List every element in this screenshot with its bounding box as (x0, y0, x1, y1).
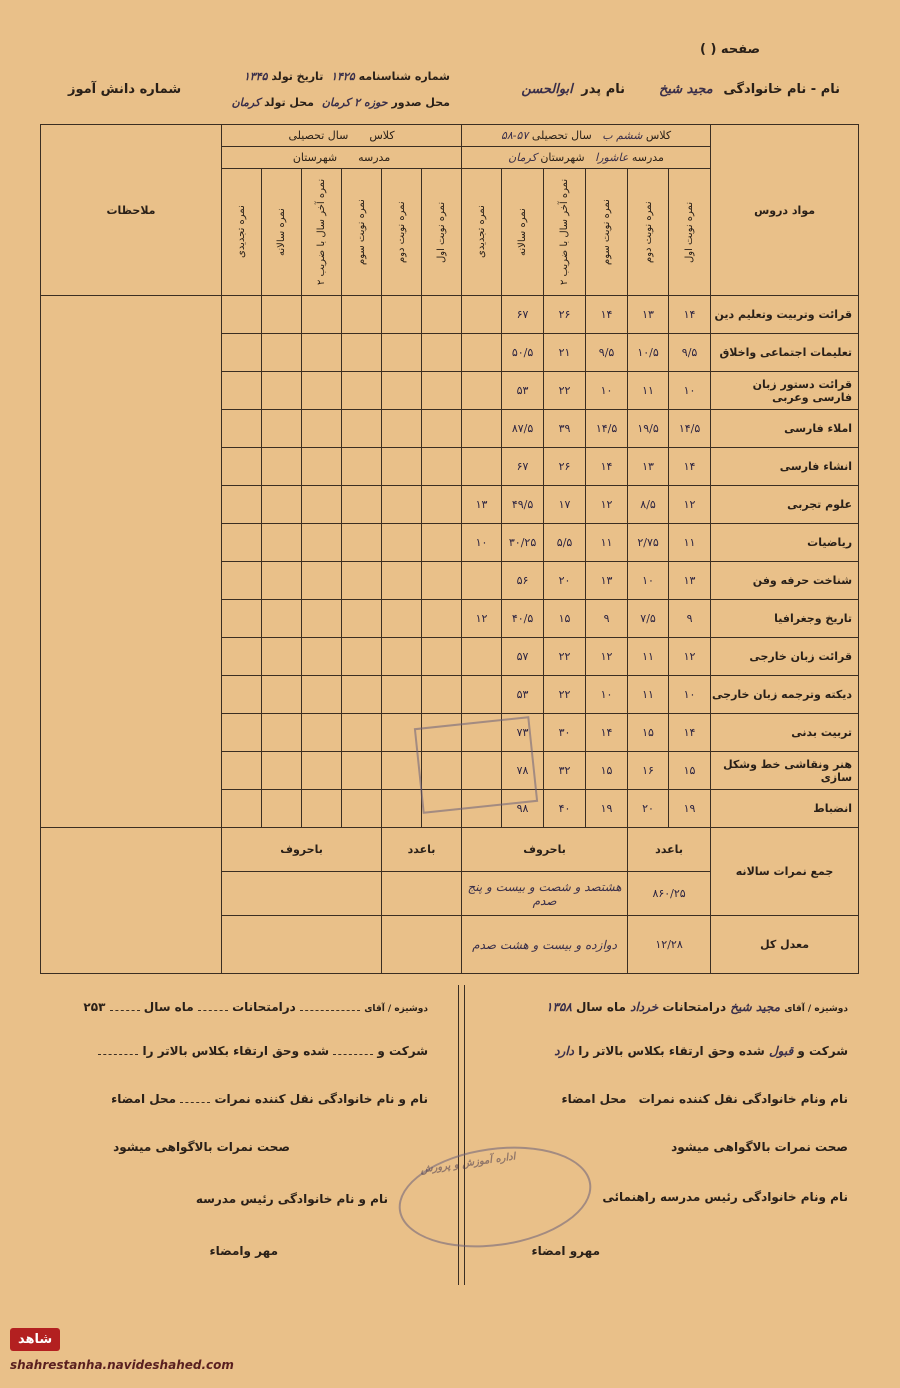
grade-term1: ۹/۵ (669, 334, 711, 372)
empty-grade-cell (342, 714, 382, 752)
right-footer-line4: صحت نمرات بالاگواهی میشود (671, 1140, 848, 1154)
grade-term3: ۱۰ (586, 372, 628, 410)
grade-term1: ۱۴ (669, 296, 711, 334)
grade-term3: ۱۴ (586, 714, 628, 752)
grade-term2: ۱۶ (628, 752, 669, 790)
col-annual-l: نمره سالانه (276, 208, 288, 256)
empty-grade-cell (382, 676, 422, 714)
subject-name: شناخت حرفه وفن (711, 562, 859, 600)
grade-annual: ۶۷ (502, 296, 544, 334)
student-number-label: شماره دانش آموز (68, 82, 182, 97)
grade-stamp (414, 716, 538, 814)
empty-grade-cell (422, 448, 462, 486)
grade-term2: ۱۵ (628, 714, 669, 752)
grade-term2: ۱۰/۵ (628, 334, 669, 372)
empty-grade-cell (302, 562, 342, 600)
col-term1-l: نمره نوبت اول (436, 201, 448, 263)
left-footer-line6: مهر وامضاء (209, 1244, 278, 1258)
left-school-info: مدرسه شهرستان (222, 147, 462, 169)
empty-grade-cell (262, 334, 302, 372)
empty-grade-cell (262, 486, 302, 524)
id-number-label: شماره شناسنامه ۱۴۲۵ تاریخ تولد ۱۳۴۵ (243, 70, 450, 83)
grade-retake (462, 372, 502, 410)
empty-grade-cell (262, 410, 302, 448)
grade-annual: ۷۳ (502, 714, 544, 752)
empty-grade-cell (302, 410, 342, 448)
empty-grade-cell (382, 638, 422, 676)
grade-annual: ۵۳ (502, 676, 544, 714)
name-value: مجید شیخ (658, 82, 713, 97)
col-term3-r: نمره نوبت سوم (601, 199, 613, 265)
grade-term2: ۱۱ (628, 638, 669, 676)
grade-annual: ۶۷ (502, 448, 544, 486)
empty-grade-cell (262, 638, 302, 676)
watermark-url: shahrestanha.navideshahed.com (10, 1358, 234, 1372)
right-footer-line6: مهرو امضاء (531, 1244, 600, 1258)
grade-term2: ۱۱ (628, 676, 669, 714)
empty-grade-cell (222, 752, 262, 790)
grade-annual: ۹۸ (502, 790, 544, 828)
empty-grade-cell (422, 524, 462, 562)
subject-name: تعلیمات اجتماعی واخلاق (711, 334, 859, 372)
grade-term1: ۱۲ (669, 486, 711, 524)
grade-final: ۱۵ (544, 600, 586, 638)
empty-grade-cell (262, 714, 302, 752)
grade-retake: ۱۳ (462, 486, 502, 524)
col-retake-l: نمره تجدیدی (236, 205, 248, 259)
grade-retake (462, 676, 502, 714)
empty-grade-cell (422, 410, 462, 448)
empty-grade-cell (222, 296, 262, 334)
grades-table (40, 124, 859, 974)
remarks-header: ملاحظات (41, 125, 222, 296)
empty-grade-cell (222, 714, 262, 752)
empty-grade-cell (342, 600, 382, 638)
empty-grade-cell (382, 486, 422, 524)
empty-grade-cell (422, 296, 462, 334)
grade-term2: ۱۳ (628, 296, 669, 334)
grade-final: ۳۲ (544, 752, 586, 790)
grade-final: ۵/۵ (544, 524, 586, 562)
empty-grade-cell (222, 638, 262, 676)
average-digits-left (382, 916, 462, 974)
empty-grade-cell (222, 676, 262, 714)
grade-term2: ۸/۵ (628, 486, 669, 524)
empty-grade-cell (222, 524, 262, 562)
grade-final: ۲۶ (544, 448, 586, 486)
grade-annual: ۴۰/۵ (502, 600, 544, 638)
totals-words-header-left: باحروف (222, 828, 382, 872)
empty-grade-cell (382, 524, 422, 562)
grade-retake (462, 410, 502, 448)
empty-grade-cell (422, 334, 462, 372)
empty-grade-cell (382, 334, 422, 372)
empty-grade-cell (302, 296, 342, 334)
col-retake-r: نمره تجدیدی (476, 205, 488, 259)
empty-grade-cell (222, 600, 262, 638)
empty-grade-cell (382, 600, 422, 638)
subject-name: تاریخ وجغرافیا (711, 600, 859, 638)
grade-term1: ۱۵ (669, 752, 711, 790)
empty-grade-cell (222, 486, 262, 524)
empty-grade-cell (342, 296, 382, 334)
grade-retake (462, 638, 502, 676)
empty-grade-cell (382, 372, 422, 410)
empty-grade-cell (422, 638, 462, 676)
right-school-info: مدرسه عاشورا شهرستان کرمان (462, 147, 711, 169)
grade-term2: ۱۳ (628, 448, 669, 486)
left-footer-line2: شرکت و شده وحق ارتقاء بکلاس بالاتر را (98, 1044, 428, 1058)
grade-term2: ۱۰ (628, 562, 669, 600)
empty-grade-cell (342, 752, 382, 790)
empty-grade-cell (422, 372, 462, 410)
subject-name: علوم تجربی (711, 486, 859, 524)
col-term1-r: نمره نوبت اول (684, 201, 696, 263)
grade-term1: ۹ (669, 600, 711, 638)
remarks-cell (41, 296, 222, 828)
remarks-summary-cell (41, 828, 222, 974)
empty-grade-cell (262, 524, 302, 562)
grade-term3: ۱۴ (586, 448, 628, 486)
subject-name: انضباط (711, 790, 859, 828)
grade-term1: ۱۴ (669, 714, 711, 752)
grade-retake: ۱۲ (462, 600, 502, 638)
subject-name: قرائت دستور زبان فارسی وعربی (711, 372, 859, 410)
grade-term3: ۱۵ (586, 752, 628, 790)
empty-grade-cell (262, 676, 302, 714)
empty-grade-cell (262, 790, 302, 828)
grade-term1: ۱۲ (669, 638, 711, 676)
empty-grade-cell (302, 714, 342, 752)
empty-grade-cell (302, 676, 342, 714)
grade-term3: ۹/۵ (586, 334, 628, 372)
totals-words-left (222, 872, 382, 916)
grade-term3: ۱۲ (586, 638, 628, 676)
grade-final: ۱۷ (544, 486, 586, 524)
grade-retake: ۱۰ (462, 524, 502, 562)
empty-grade-cell (382, 448, 422, 486)
empty-grade-cell (302, 486, 342, 524)
empty-grade-cell (422, 562, 462, 600)
col-term2-r: نمره نوبت دوم (642, 201, 654, 263)
father-name-label: نام پدر ابوالحسن (521, 82, 625, 97)
subjects-header: مواد دروس (711, 125, 859, 296)
subject-name: املاء فارسی (711, 410, 859, 448)
grade-term1: ۱۹ (669, 790, 711, 828)
left-footer-line1: دوشیزه / آقای درامتحانات ماه سال ۲۵۳ (83, 1000, 428, 1014)
left-footer-line5: نام و نام خانوادگی رئیس مدرسه (195, 1192, 388, 1206)
grade-term2: ۲/۷۵ (628, 524, 669, 562)
empty-grade-cell (342, 562, 382, 600)
grade-term2: ۱۱ (628, 372, 669, 410)
subject-name: انشاء فارسی (711, 448, 859, 486)
grade-term3: ۱۱ (586, 524, 628, 562)
right-footer-line2: شرکت و قبول شده وحق ارتقاء بکلاس بالاتر را دارد (554, 1044, 848, 1058)
grade-term1: ۱۳ (669, 562, 711, 600)
empty-grade-cell (302, 372, 342, 410)
grade-term3: ۱۳ (586, 562, 628, 600)
grade-term3: ۱۰ (586, 676, 628, 714)
empty-grade-cell (382, 410, 422, 448)
empty-grade-cell (302, 752, 342, 790)
empty-grade-cell (422, 486, 462, 524)
empty-grade-cell (382, 562, 422, 600)
grade-final: ۲۰ (544, 562, 586, 600)
grade-term3: ۱۴ (586, 296, 628, 334)
empty-grade-cell (262, 562, 302, 600)
col-annual-r: نمره سالانه (517, 208, 529, 256)
grade-term2: ۱۹/۵ (628, 410, 669, 448)
empty-grade-cell (222, 334, 262, 372)
average-label: معدل کل (711, 916, 859, 974)
left-footer-line4: صحت نمرات بالاگواهی میشود (113, 1140, 290, 1154)
empty-grade-cell (382, 790, 422, 828)
col-term2-l: نمره نوبت دوم (396, 201, 408, 263)
average-words-left (222, 916, 382, 974)
grade-term3: ۹ (586, 600, 628, 638)
grade-annual: ۸۷/۵ (502, 410, 544, 448)
page-label: صفحه ( ) (700, 42, 761, 57)
right-footer-line5: نام ونام خانوادگی رئیس مدرسه راهنمائی (602, 1190, 848, 1204)
grade-final: ۳۹ (544, 410, 586, 448)
grade-annual: ۷۸ (502, 752, 544, 790)
grade-term1: ۱۰ (669, 676, 711, 714)
grade-final: ۲۶ (544, 296, 586, 334)
empty-grade-cell (302, 524, 342, 562)
grade-retake (462, 296, 502, 334)
grade-final: ۳۰ (544, 714, 586, 752)
left-footer-line3: نام و نام خانوادگی نقل کننده نمرات محل امضاء (111, 1092, 428, 1106)
grade-term2: ۷/۵ (628, 600, 669, 638)
empty-grade-cell (302, 334, 342, 372)
subject-name: قرائت وتربیت وتعلیم دین (711, 296, 859, 334)
right-class-info: کلاس ششم ب سال تحصیلی ۵۷-۵۸ (462, 125, 711, 147)
empty-grade-cell (262, 372, 302, 410)
empty-grade-cell (262, 752, 302, 790)
empty-grade-cell (342, 372, 382, 410)
grade-final: ۲۲ (544, 372, 586, 410)
totals-label: جمع نمرات سالانه (711, 828, 859, 916)
right-footer-line1: دوشیزه / آقای مجید شیخ درامتحانات خرداد ماه سال ۱۳۵۸ (546, 1000, 848, 1014)
subject-name: قرائت زبان خارجی (711, 638, 859, 676)
grade-annual: ۵۳ (502, 372, 544, 410)
empty-grade-cell (342, 410, 382, 448)
grade-retake (462, 448, 502, 486)
col-term3-l: نمره نوبت سوم (356, 199, 368, 265)
office-stamp-text: اداره آموزش و پرورش (419, 1151, 517, 1176)
empty-grade-cell (222, 790, 262, 828)
empty-grade-cell (302, 600, 342, 638)
grade-final: ۲۲ (544, 638, 586, 676)
empty-grade-cell (262, 448, 302, 486)
empty-grade-cell (262, 296, 302, 334)
empty-grade-cell (222, 410, 262, 448)
grade-annual: ۴۹/۵ (502, 486, 544, 524)
grade-final: ۲۲ (544, 676, 586, 714)
empty-grade-cell (342, 676, 382, 714)
empty-grade-cell (222, 372, 262, 410)
grade-annual: ۵۰/۵ (502, 334, 544, 372)
right-footer-line3: نام ونام خانوادگی نقل کننده نمرات محل امضاء (561, 1092, 848, 1106)
father-name-value: ابوالحسن (521, 82, 573, 97)
empty-grade-cell (342, 638, 382, 676)
empty-grade-cell (422, 600, 462, 638)
empty-grade-cell (302, 448, 342, 486)
issue-place-label: محل صدور حوزه ۲ کرمان محل تولد کرمان (231, 96, 450, 109)
empty-grade-cell (342, 486, 382, 524)
empty-grade-cell (382, 296, 422, 334)
totals-words-header: باحروف (462, 828, 628, 872)
site-watermark (10, 1328, 234, 1372)
totals-words-value: هشتصد و شصت و بیست و پنج صدم (462, 872, 628, 916)
grade-term3: ۱۲ (586, 486, 628, 524)
grade-annual: ۵۷ (502, 638, 544, 676)
name-label: نام - نام خانوادگی مجید شیخ (658, 82, 840, 97)
grade-final: ۲۱ (544, 334, 586, 372)
grade-retake (462, 562, 502, 600)
empty-grade-cell (302, 638, 342, 676)
empty-grade-cell (382, 752, 422, 790)
grade-term3: ۱۹ (586, 790, 628, 828)
table-row (41, 296, 859, 334)
watermark-logo: شاهد (10, 1328, 60, 1351)
average-words-value: دوازده و بیست و هشت صدم (462, 916, 628, 974)
grade-annual: ۵۶ (502, 562, 544, 600)
grade-term1: ۱۰ (669, 372, 711, 410)
empty-grade-cell (342, 524, 382, 562)
grade-term1: ۱۱ (669, 524, 711, 562)
average-digits-value: ۱۲/۲۸ (628, 916, 711, 974)
empty-grade-cell (222, 448, 262, 486)
empty-grade-cell (262, 600, 302, 638)
grade-final: ۴۰ (544, 790, 586, 828)
subject-name: هنر ونقاشی خط وشکل سازی (711, 752, 859, 790)
grade-retake (462, 334, 502, 372)
grade-term1: ۱۴ (669, 448, 711, 486)
totals-digits-left (382, 872, 462, 916)
totals-digits-header: باعدد (628, 828, 711, 872)
empty-grade-cell (222, 562, 262, 600)
grade-term1: ۱۴/۵ (669, 410, 711, 448)
subject-name: دیکته وترجمه زبان خارجی (711, 676, 859, 714)
col-final-r: نمره آخر سال با ضریب ۲ (559, 178, 571, 286)
subject-name: ریاضیات (711, 524, 859, 562)
grade-annual: ۳۰/۲۵ (502, 524, 544, 562)
col-final-l: نمره آخر سال با ضریب ۲ (316, 178, 328, 286)
empty-grade-cell (342, 334, 382, 372)
subject-name: تربیت بدنی (711, 714, 859, 752)
grade-term3: ۱۴/۵ (586, 410, 628, 448)
left-class-info: کلاس سال تحصیلی (222, 125, 462, 147)
totals-digits-value: ۸۶۰/۲۵ (628, 872, 711, 916)
empty-grade-cell (342, 790, 382, 828)
totals-digits-header-left: باعدد (382, 828, 462, 872)
empty-grade-cell (342, 448, 382, 486)
empty-grade-cell (422, 676, 462, 714)
empty-grade-cell (302, 790, 342, 828)
grade-term2: ۲۰ (628, 790, 669, 828)
